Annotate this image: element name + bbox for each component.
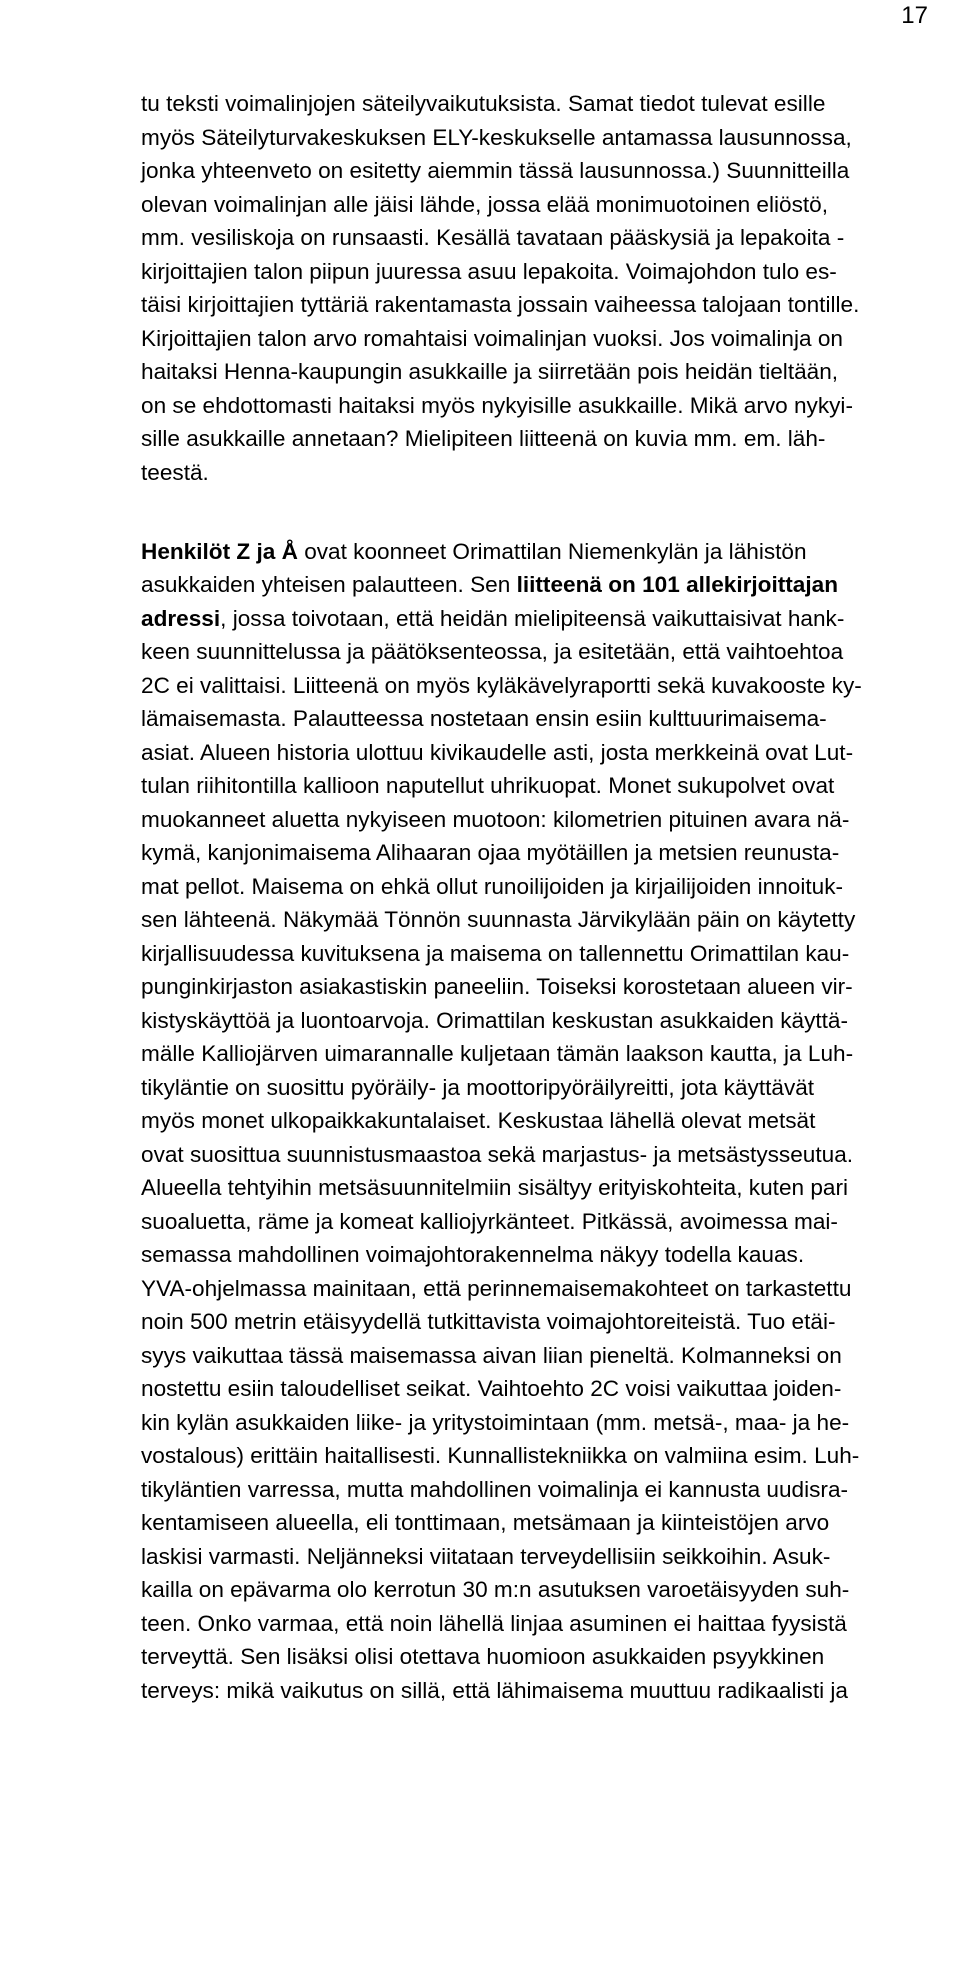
text-line: myös monet ulkopaikkakuntalaiset. Keskustaa lähellä olevat metsät xyxy=(141,1108,816,1133)
bold-adressi: adressi xyxy=(141,605,221,631)
text-line: punginkirjaston asiakastiskin paneeliin. Toiseksi korostetaan alueen vir- xyxy=(141,974,853,999)
text-line: Kirjoittajien talon arvo romahtaisi voimalinjan vuoksi. Jos voimalinja on xyxy=(141,325,843,351)
text-line: kin kylän asukkaiden liike- ja yritystoimintaan (mm. metsä-, maa- ja he- xyxy=(141,1409,850,1435)
text-line: olevan voimalinjan alle jäisi lähde, jossa elää monimuotoinen eliöstö, xyxy=(141,191,829,217)
text-line: jonka yhteenveto on esitetty aiemmin tässä lausunnossa.) Suunnitteilla xyxy=(141,158,850,183)
text-line: asiat. Alueen historia ulottuu kivikaudelle asti, josta merkkeinä ovat Lut- xyxy=(141,739,854,765)
text-line: terveys: mikä vaikutus on sillä, että lähimaisema muuttuu radikaalisti ja xyxy=(141,1677,848,1703)
text-line: vostalous) erittäin haitallisesti. Kunnallistekniikka on valmiina esim. Luh- xyxy=(141,1443,860,1468)
text-line: täisi kirjoittajien tyttäriä rakentamasta jossain vaiheessa talojaan tontille. xyxy=(141,292,860,317)
text-line: tikyläntie on suosittu pyöräily- ja moottoripyöräilyreitti, jota käyttävät xyxy=(141,1074,815,1100)
text-line: tulan riihitontilla kallioon naputellut uhrikuopat. Monet sukupolvet ovat xyxy=(141,773,835,798)
text-line: tu teksti voimalinjojen säteilyvaikutuksista. Samat tiedot tulevat esille xyxy=(141,91,826,116)
text-line: nostettu esiin taloudelliset seikat. Vaihtoehto 2C voisi vaikuttaa joiden- xyxy=(141,1376,842,1401)
text-line: mälle Kalliojärven uimarannalle kuljetaan tämän laakson kautta, ja Luh- xyxy=(141,1041,854,1066)
text-line: kentamiseen alueella, eli tonttimaan, metsämaan ja kiinteistöjen arvo xyxy=(141,1510,830,1535)
text-line: ovat suosittua suunnistusmaastoa sekä marjastus- ja metsästysseutua. xyxy=(141,1141,854,1167)
text-line xyxy=(141,535,901,569)
text-line: haitaksi Henna-kaupungin asukkaille ja siirretään pois heidän tieltään, xyxy=(141,359,839,384)
text-line: muokanneet aluetta nykyiseen muotoon: kilometrien pituinen avara nä- xyxy=(141,806,850,832)
text-line: on se ehdottomasti haitaksi myös nykyisille asukkaille. Mikä arvo nykyi- xyxy=(141,392,853,418)
text-line: laskisi varmasti. Neljänneksi viitataan terveydellisiin seikkoihin. Asuk- xyxy=(141,1543,831,1569)
text-line: sen lähteenä. Näkymää Tönnön suunnasta Järvikylään päin on käytetty xyxy=(141,907,856,932)
text-line: syys vaikuttaa tässä maisemassa aivan liian pieneltä. Kolmanneksi on xyxy=(141,1342,842,1368)
text-line: sille asukkaille annetaan? Mielipiteen liitteenä on kuvia mm. em. läh- xyxy=(141,426,826,451)
bold-attachment: liitteenä on 101 allekirjoittajan xyxy=(516,572,839,597)
text-line: kistyskäyttöä ja luontoarvoja. Orimattilan keskustan asukkaiden käyttä- xyxy=(141,1007,849,1033)
text-line: tikyläntien varressa, mutta mahdollinen voimalinja ei kannusta uudisra- xyxy=(141,1476,849,1502)
text-line: lämaisemasta. Palautteessa nostetaan ensin esiin kulttuurimaisema- xyxy=(141,706,827,731)
text-line: 2C ei valittaisi. Liitteenä on myös kyläkävelyraportti sekä kuvakooste ky- xyxy=(141,672,862,698)
text-line: YVA-ohjelmassa mainitaan, että perinnemaisemakohteet on tarkastettu xyxy=(141,1275,852,1301)
paragraph-2 xyxy=(141,535,901,1708)
text-run: ovat koonneet Orimattilan Niemenkylän ja lähistön xyxy=(297,538,807,564)
text-line: teestä. xyxy=(141,459,209,485)
text-line xyxy=(141,602,901,636)
text-line: suoaluetta, räme ja komeat kalliojyrkänteet. Pitkässä, avoimessa mai- xyxy=(141,1208,838,1234)
text-line: myös Säteilyturvakeskuksen ELY-keskukselle antamassa lausunnossa, xyxy=(141,124,852,150)
text-run: asukkaiden yhteisen palautteen. Sen xyxy=(141,572,517,597)
text-line: semassa mahdollinen voimajohtorakennelma näkyy todella kauas. xyxy=(141,1242,805,1267)
text-run: , jossa toivotaan, että heidän mielipiteensä vaikuttaisivat hank- xyxy=(220,605,845,631)
text-line: kailla on epävarma olo kerrotun 30 m:n asutuksen varoetäisyyden suh- xyxy=(141,1577,850,1602)
bold-names: Henkilöt Z ja Å xyxy=(141,538,298,564)
text-line: terveyttä. Sen lisäksi olisi otettava huomioon asukkaiden psyykkinen xyxy=(141,1644,825,1669)
text-line: mat pellot. Maisema on ehkä ollut runoilijoiden ja kirjailijoiden innoituk- xyxy=(141,873,844,899)
paragraph-2-lines xyxy=(141,635,901,1707)
text-line: kymä, kanjonimaisema Alihaaran ojaa myötäillen ja metsien reunusta- xyxy=(141,840,840,865)
text-line: Alueella tehtyihin metsäsuunnitelmiin sisältyy erityiskohteita, kuten pari xyxy=(141,1175,849,1200)
text-line: kirjoittajien talon piipun juuressa asuu lepakoita. Voimajohdon tulo es- xyxy=(141,258,837,284)
text-line: mm. vesiliskoja on runsaasti. Kesällä tavataan pääskysiä ja lepakoita - xyxy=(141,225,845,250)
text-line: keen suunnittelussa ja päätöksenteossa, ja esitetään, että vaihtoehtoa xyxy=(141,639,844,664)
paragraph-gap xyxy=(141,489,901,535)
text-line: teen. Onko varmaa, että noin lähellä linjaa asuminen ei haittaa fyysistä xyxy=(141,1610,847,1636)
document-body xyxy=(141,87,901,1707)
text-line: kirjallisuudessa kuvituksena ja maisema on tallennettu Orimattilan kau- xyxy=(141,940,850,966)
paragraph-1 xyxy=(141,87,901,489)
text-line xyxy=(141,568,901,602)
page-number: 17 xyxy=(901,2,928,29)
text-line: noin 500 metrin etäisyydellä tutkittavista voimajohtoreiteistä. Tuo etäi- xyxy=(141,1309,836,1334)
